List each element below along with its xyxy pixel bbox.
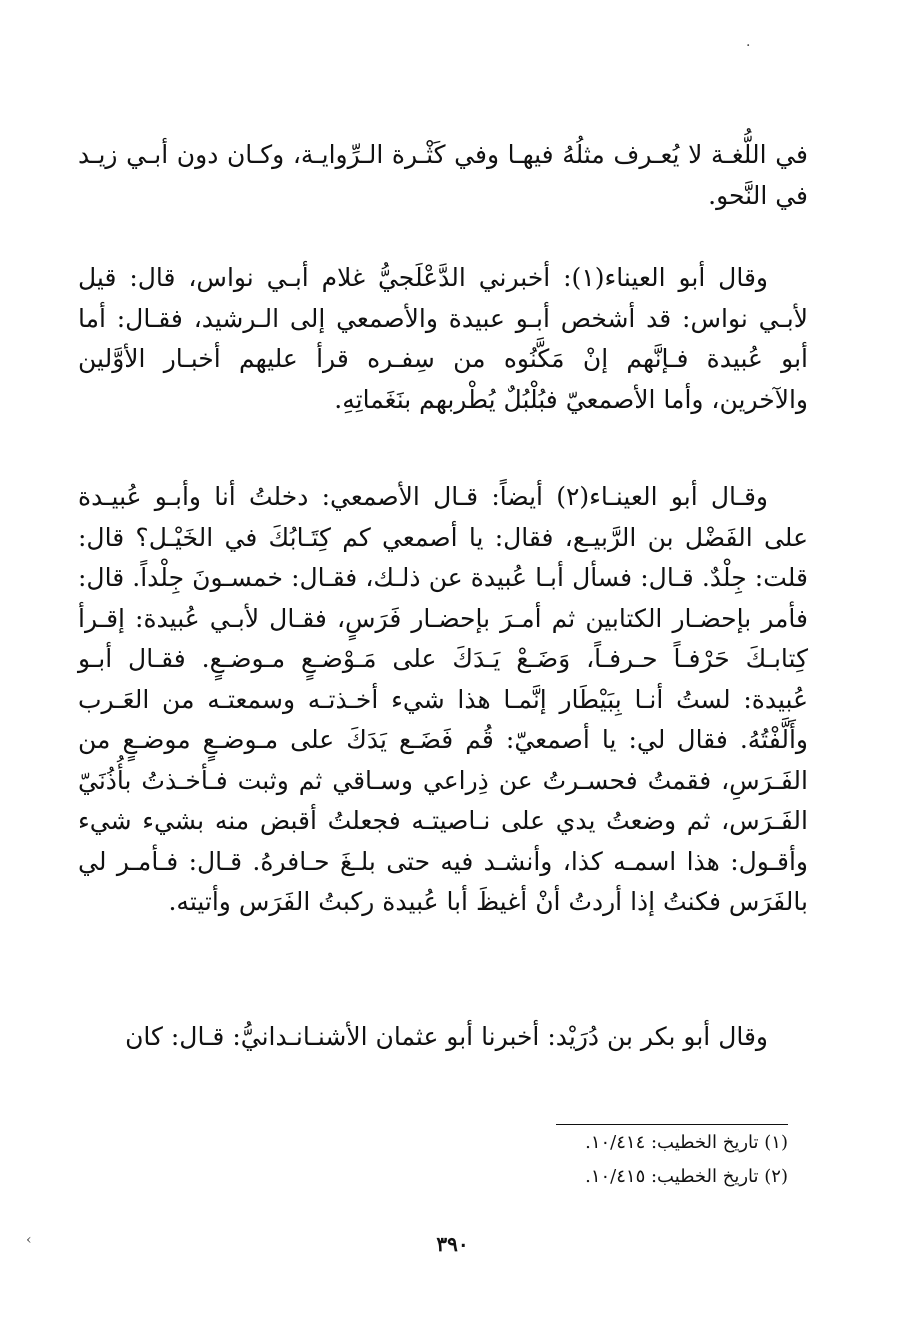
paragraph-4: وقال أبو بكر بن دُرَيْد: أخبرنا أبو عثمان الأشنـانـدانيُّ: قـال: كان [125, 1022, 768, 1051]
footnote-2: (٢) تاريخ الخطيب: ١٠/٤١٥. [585, 1166, 788, 1187]
paragraph-3: وقـال أبو العينـاء(٢) أيضاً: قـال الأصمعي: دخلتُ أنا وأبـو عُبيـدة على الفَضْل بن الرَّبيـع، فقال: يا أصمعي كم كِتَـابُكَ في الخَيْـل؟ قال: قلت: جِلْدٌ. قـال: فسأل أبـا عُبيدة عن ذلـك، فقـال: خمسـونَ جِلْداً. قال: فأمر بإحضـار الكتابين ثم أمـرَ بإحضـار فَرَسٍ، فقـال لأبـي عُبيدة: إقـرأ كِتابـكَ حَرْفـاً حـرفـاً، وَضَـعْ يَـدَكَ على مَـوْضـعٍ مـوضـعٍ. فقـال أبـو عُبيدة: لستُ أنـا بِبَيْطَار إنَّمـا هذا شيء أخـذتـه وسمعتـه من العَـرب وأَلَّفْتُهُ. فقال لي: يا أصمعيّ: قُم فَضَـع يَدَكَ على مـوضـعٍ موضـعٍ من الفَـرَسِ، فقمتُ فحسـرتُ عن ذِراعي وسـاقي ثم وثبت فـأخـذتُ بأُذُنَيّ الفَـرَس، ثم وضعتُ يدي على نـاصيتـه فجعلتُ أقبض منه بشيء شيء وأقـول: هذا اسمـه كذا، وأنشـد فيه حتى بلـغَ حـافرهُ. قـال: فـأمـر لي بالفَرَس فكنتُ إذا أردتُ أنْ أغيظَ أبا عُبيدة ركبتُ الفَرَس وأتيته. [78, 482, 808, 916]
footnotes [585, 1126, 788, 1194]
footnote-separator [556, 1124, 788, 1125]
scan-speck: · [746, 38, 751, 54]
paragraph-2: وقال أبو العيناء(١): أخبرني الدَّعْلَجيُّ غلام أبـي نواس، قال: قيل لأبـي نواس: قد أشخص أبـو عبيدة والأصمعي إلى الـرشيد، فقـال: أما أبو عُبيدة فـإنَّهم إنْ مَكَّنُوه من سِفـره قرأ عليهم أخبـار الأوَّلين والآخرين، وأما الأصمعيّ فبُلْبُلٌ يُطْربهم بنَغَماتِهِ. [78, 263, 808, 414]
page-number: ٣٩٠ [436, 1232, 469, 1256]
footnote-1: (١) تاريخ الخطيب: ١٠/٤١٤. [585, 1132, 788, 1153]
scan-speck: ‹ [26, 1232, 32, 1248]
paragraph-1: في اللُّغـة لا يُعـرف مثلُهُ فيهـا وفي كَثْـرة الـرِّوايـة، وكـان دون أبـي زيـد في النَّحو. [78, 140, 808, 210]
